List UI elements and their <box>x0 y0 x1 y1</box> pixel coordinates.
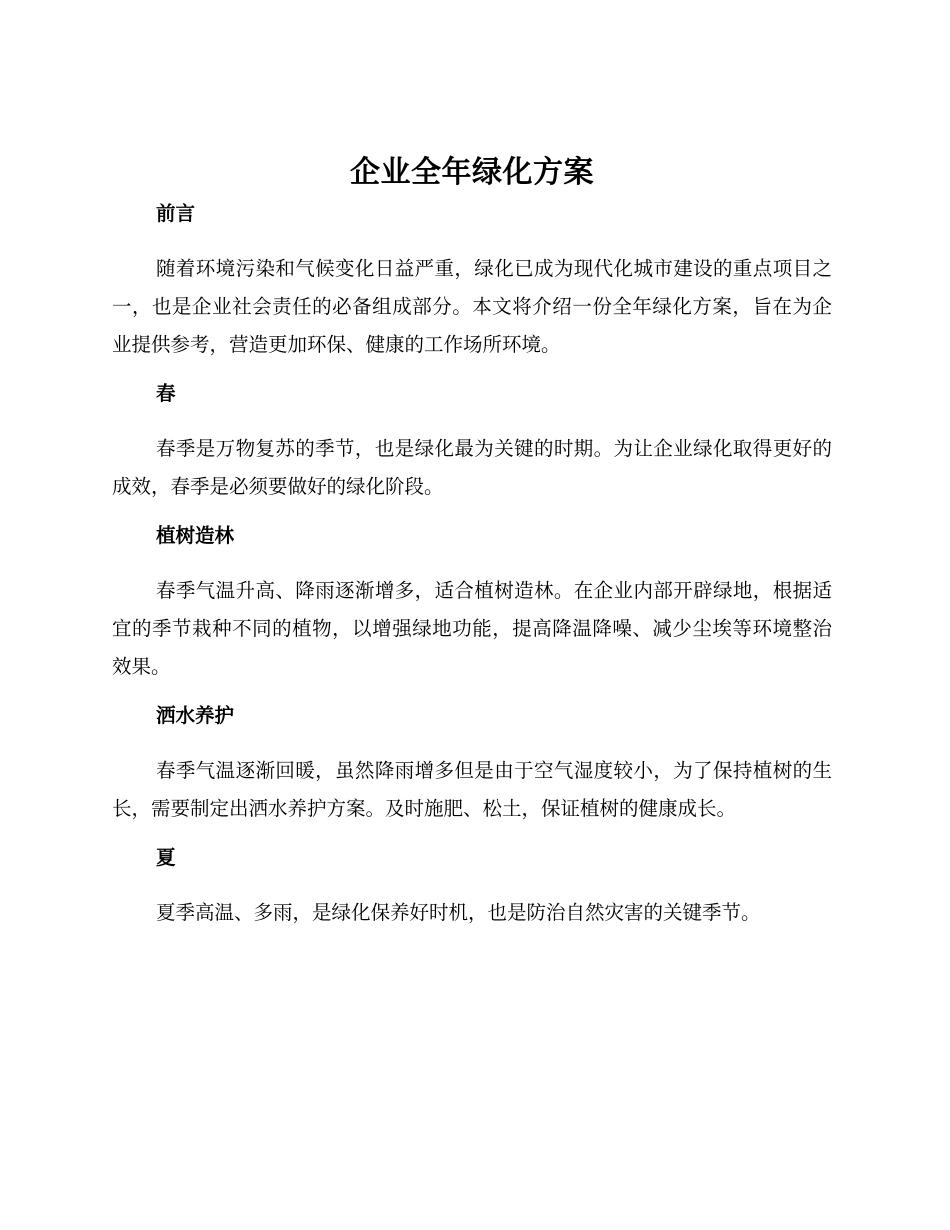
section-paragraph-spring: 春季是万物复苏的季节，也是绿化最为关键的时期。为让企业绿化取得更好的成效，春季是必须要做好的绿化阶段。 <box>112 437 832 498</box>
section-heading-tree-planting: 植树造林 <box>156 524 235 547</box>
section-heading-watering: 洒水养护 <box>156 704 235 727</box>
section-paragraph-tree-planting: 春季气温升高、降雨逐渐增多，适合植树造林。在企业内部开辟绿地，根据适宜的季节栽种不同的植物，以增强绿地功能，提高降温降噪、减少尘埃等环境整治效果。 <box>112 579 832 678</box>
section-heading-preface: 前言 <box>156 202 196 225</box>
section-paragraph-watering: 春季气温逐渐回暖，虽然降雨增多但是由于空气湿度较小，为了保持植树的生长，需要制定出洒水养护方案。及时施肥、松土，保证植树的健康成长。 <box>112 759 832 820</box>
section-paragraph-preface: 随着环境污染和气候变化日益严重，绿化已成为现代化城市建设的重点项目之一，也是企业社会责任的必备组成部分。本文将介绍一份全年绿化方案，旨在为企业提供参考，营造更加环保、健康的工作场所环境。 <box>112 257 832 356</box>
section-heading-spring: 春 <box>156 382 176 405</box>
section-heading-summer: 夏 <box>156 846 176 869</box>
document-page <box>112 150 832 932</box>
document-title: 企业全年绿化方案 <box>350 155 594 190</box>
section-paragraph-summer: 夏季高温、多雨，是绿化保养好时机，也是防治自然灾害的关键季节。 <box>156 901 761 924</box>
